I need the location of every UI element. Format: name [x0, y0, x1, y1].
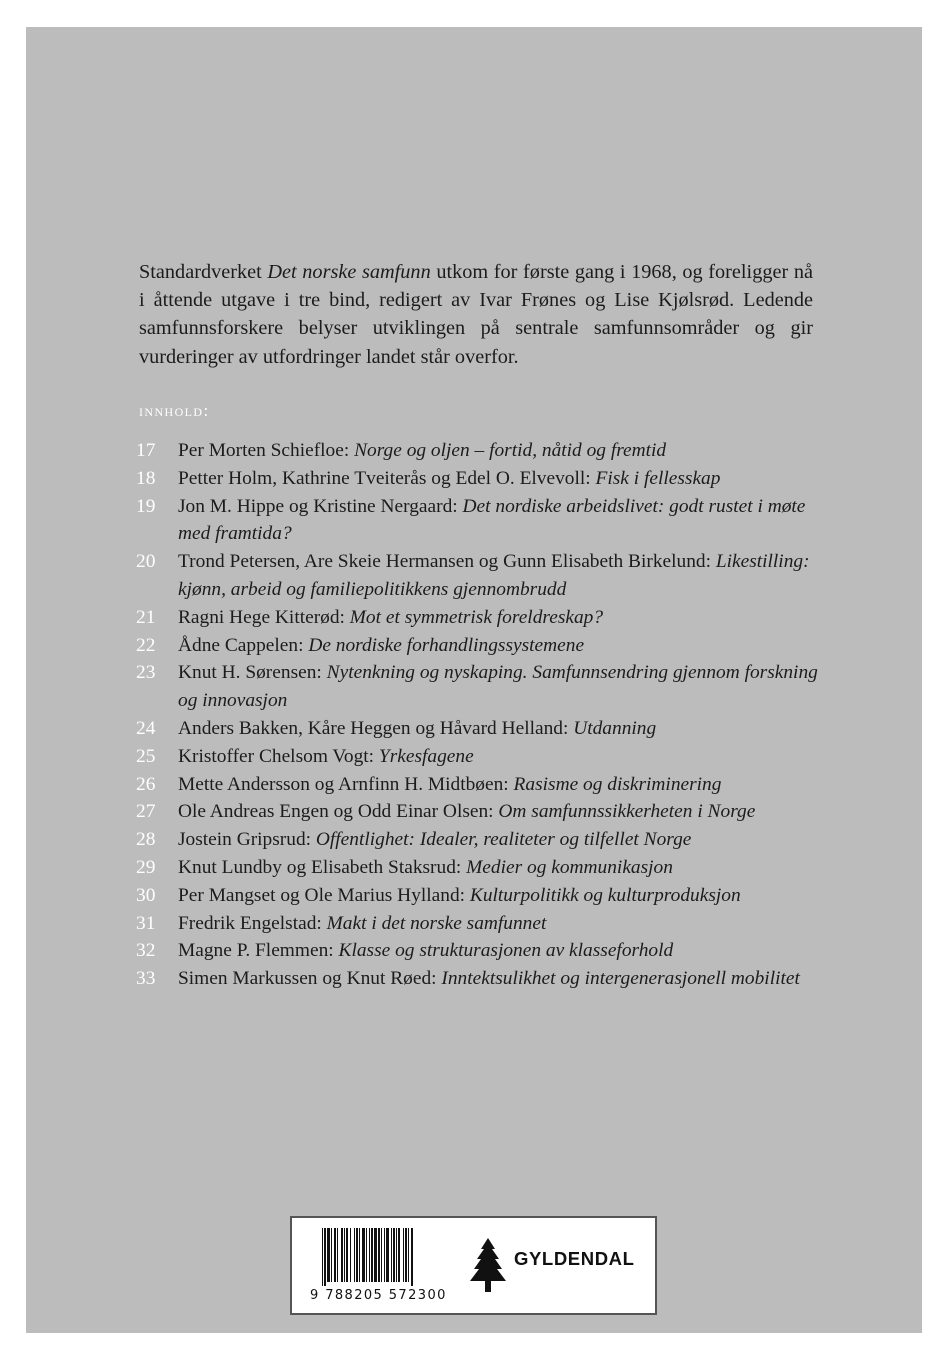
barcode-bar: [386, 1228, 389, 1282]
chapter-authors: Trond Petersen, Are Skeie Hermansen og Gunn Elisabeth Birkelund:: [178, 551, 716, 573]
barcode-bar: [356, 1228, 358, 1282]
barcode-bar: [403, 1228, 404, 1282]
chapter-authors: Magne P. Flemmen:: [178, 940, 339, 962]
barcode-bar: [378, 1228, 380, 1282]
chapter-authors: Knut H. Sørensen:: [178, 662, 327, 684]
chapter-title: Norge og oljen – fortid, nåtid og fremtid: [354, 440, 667, 461]
chapter-authors: Fredrik Engelstad:: [178, 912, 327, 934]
barcode-bar: [341, 1228, 343, 1282]
toc-entry: [133, 910, 833, 938]
chapter-number: 20: [136, 551, 156, 573]
chapter-title: Offentlighet: Idealer, realiteter og tilfellet Norge: [315, 829, 692, 851]
chapter-title: Inntektsulikhet og intergenerasjonell mobilitet: [441, 968, 800, 990]
chapter-number: 17: [136, 440, 156, 461]
chapter-title: Rasisme og diskriminering: [513, 773, 722, 795]
barcode-bar: [327, 1228, 330, 1282]
chapter-authors: Jon M. Hippe og Kristine Nergaard:: [178, 495, 463, 517]
publisher-logo-text: GYLDENDAL: [514, 1248, 635, 1269]
barcode-bar: [396, 1228, 397, 1282]
barcode-bar: [359, 1228, 360, 1282]
chapter-title: Fisk i fellesskap: [595, 467, 721, 489]
toc-entry: [133, 882, 833, 910]
toc-entry: [133, 854, 833, 882]
chapter-number: 32: [136, 940, 156, 962]
barcode-icon: [322, 1228, 444, 1286]
chapter-number: 19: [136, 495, 156, 517]
isbn-number: 9 788205 572300: [310, 1288, 447, 1303]
barcode-bar: [398, 1228, 400, 1282]
chapter-title: Kulturpolitikk og kulturproduksjon: [469, 884, 741, 906]
chapter-number: 28: [136, 829, 156, 851]
toc-entry: [133, 798, 833, 826]
barcode-bar: [344, 1228, 345, 1282]
chapter-authors: Petter Holm, Kathrine Tveiterås og Edel O. Elvevoll:: [178, 467, 596, 489]
intro-text-start: Standardverket: [139, 261, 268, 283]
work-title: Det norske samfunn: [267, 261, 431, 283]
chapter-authors: Jostein Gripsrud:: [178, 829, 316, 851]
barcode-bar: [391, 1228, 392, 1282]
table-of-contents: [133, 437, 833, 993]
chapter-title: Nytenkning og nyskaping. Samfunnsendring gjennom forskning og innovasjon: [178, 662, 818, 712]
toc-entry: [133, 659, 833, 715]
chapter-number: 30: [136, 884, 156, 906]
chapter-authors: Anders Bakken, Kåre Heggen og Håvard Helland:: [178, 717, 574, 739]
chapter-number: 18: [136, 467, 156, 489]
chapter-number: 29: [136, 856, 156, 878]
toc-entry: [133, 771, 833, 799]
spruce-tree-icon: [468, 1236, 508, 1296]
barcode-bar: [381, 1228, 382, 1282]
barcode-bar: [405, 1228, 407, 1282]
barcode-bar: [362, 1228, 365, 1282]
barcode-bar: [331, 1228, 332, 1282]
chapter-authors: Per Morten Schiefloe:: [178, 440, 355, 461]
toc-entry: [133, 715, 833, 743]
barcode-panel: [290, 1216, 657, 1315]
intro-text-rest: utkom for første gang i 1968, og foreligger nå i åttende utgave i tre bind, redigert av Ivar Frønes og Lise Kjølsrød. Ledende samfunnsforskere belyser utviklingen på sentrale samfunnsområder og gir vurderinger av utfordringer landet står overfor.: [139, 261, 813, 368]
chapter-title: Om samfunnssikkerheten i Norge: [498, 801, 756, 823]
chapter-number: 26: [136, 773, 156, 795]
intro-paragraph: [139, 258, 813, 371]
chapter-authors: Simen Markussen og Knut Røed:: [178, 968, 442, 990]
barcode-bar: [393, 1228, 395, 1282]
barcode-bar: [346, 1228, 348, 1282]
barcode-bar: [337, 1228, 338, 1282]
chapter-authors: Ole Andreas Engen og Odd Einar Olsen:: [178, 801, 499, 823]
chapter-authors: Per Mangset og Ole Marius Hylland:: [178, 884, 470, 906]
toc-entry: [133, 437, 833, 465]
chapter-number: 23: [136, 662, 156, 684]
barcode-bar: [371, 1228, 373, 1282]
chapter-title: Det nordiske arbeidslivet: godt rustet i møte med framtida?: [178, 495, 806, 545]
chapter-authors: Ådne Cappelen:: [178, 634, 309, 656]
toc-entry: [133, 937, 833, 965]
toc-entry: [133, 965, 833, 993]
barcode-bar: [408, 1228, 409, 1282]
chapter-title: Klasse og strukturasjonen av klasseforhold: [338, 940, 674, 962]
barcode-bar: [374, 1228, 377, 1282]
barcode-bar: [324, 1228, 326, 1286]
chapter-number: 31: [136, 912, 156, 934]
chapter-title: Makt i det norske samfunnet: [326, 912, 547, 934]
chapter-title: Mot et symmetrisk foreldreskap?: [349, 606, 604, 628]
toc-entry: [133, 548, 833, 604]
barcode-bar: [369, 1228, 370, 1282]
barcode-bar: [354, 1228, 355, 1282]
barcode-bar: [366, 1228, 367, 1282]
chapter-number: 22: [136, 634, 156, 656]
barcode-bar: [350, 1228, 351, 1282]
barcode-bar: [322, 1228, 323, 1286]
chapter-title: Likestilling: kjønn, arbeid og familiepolitikkens gjennombrudd: [178, 551, 810, 600]
chapter-number: 33: [136, 968, 156, 990]
chapter-title: Yrkesfagene: [378, 745, 474, 767]
contents-heading: innhold:: [139, 401, 210, 420]
toc-entry: [133, 826, 833, 854]
toc-entry: [133, 632, 833, 660]
chapter-authors: Kristoffer Chelsom Vogt:: [178, 745, 379, 767]
chapter-number: 25: [136, 745, 156, 767]
toc-entry: [133, 743, 833, 771]
chapter-title: Utdanning: [573, 717, 657, 739]
chapter-authors: Ragni Hege Kitterød:: [178, 606, 350, 628]
chapter-number: 21: [136, 606, 156, 628]
toc-entry: [133, 465, 833, 493]
barcode-bar: [334, 1228, 336, 1282]
barcode-bar: [411, 1228, 413, 1286]
barcode-bar: [384, 1228, 385, 1282]
chapter-number: 24: [136, 717, 156, 739]
chapter-authors: Mette Andersson og Arnfinn H. Midtbøen:: [178, 773, 514, 795]
chapter-title: Medier og kommunikasjon: [466, 856, 673, 878]
chapter-authors: Knut Lundby og Elisabeth Staksrud:: [178, 856, 467, 878]
toc-entry: [133, 604, 833, 632]
chapter-title: De nordiske forhandlingssystemene: [308, 634, 585, 656]
toc-entry: [133, 493, 833, 549]
chapter-number: 27: [136, 801, 156, 823]
